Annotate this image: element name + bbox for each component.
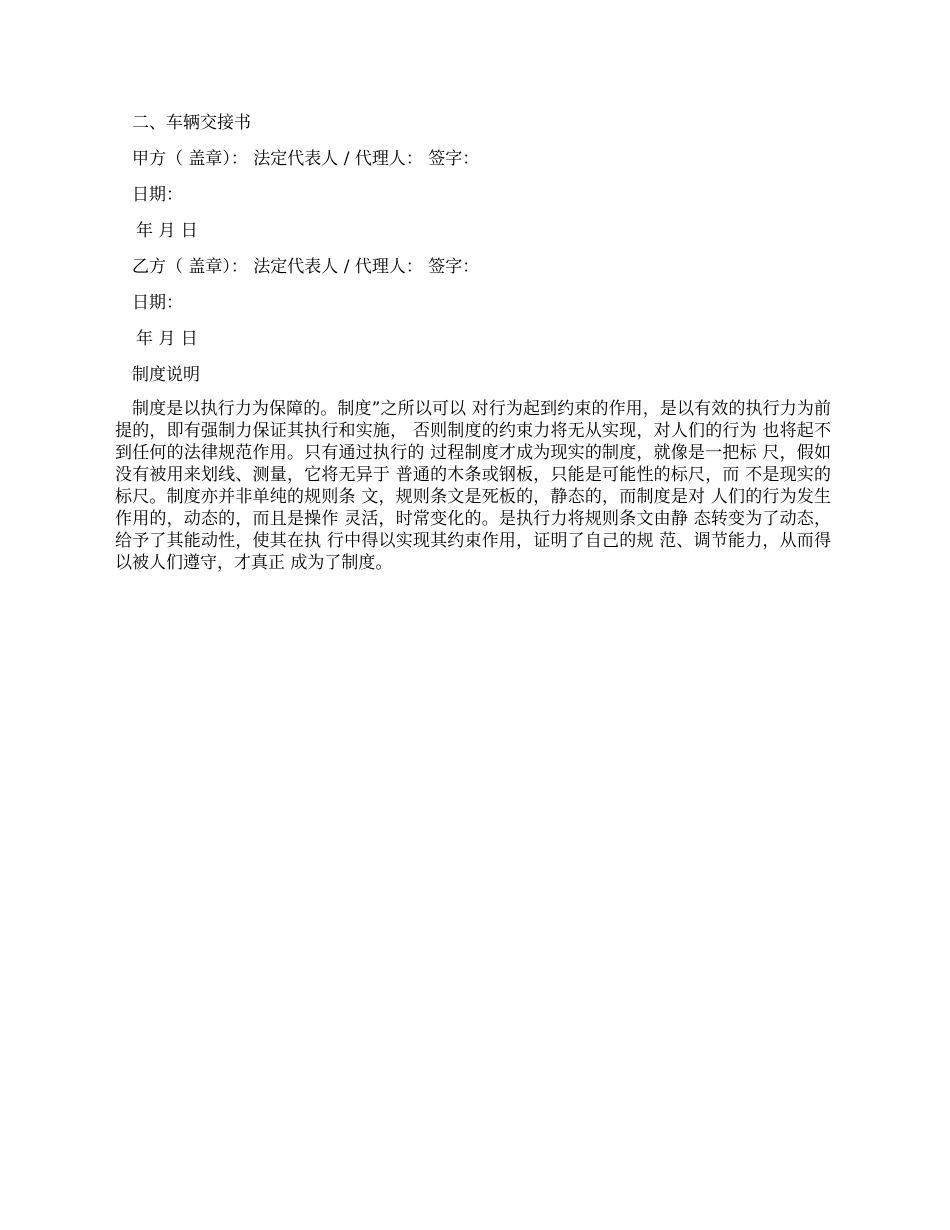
party-b-date-value: 年 月 日: [136, 329, 198, 349]
section-heading: 二、车辆交接书: [132, 113, 251, 133]
party-a-date-value: 年 月 日: [136, 221, 198, 241]
party-b-signature-line: 乙方（ 盖章）： 法定代表人 / 代理人： 签字：: [132, 257, 480, 277]
party-a-date-label: 日期：: [132, 185, 183, 205]
party-a-signature-line: 甲方（ 盖章）： 法定代表人 / 代理人： 签字：: [132, 149, 480, 169]
party-b-date-label: 日期：: [132, 293, 183, 313]
policy-heading: 制度说明: [132, 365, 200, 385]
policy-paragraph: 制度是以执行力为保障的。制度”之所以可以 对行为起到约束的作用，是以有效的执行力为前提的，即有强制力保证其执行和实施， 否则制度的约束力将无从实现，对人们的行为 也将起不到任何的法律规范作用。只有通过执行的 过程制度才成为现实的制度，就像是一把标 尺，假如没有被用来划线、测量，它将无异于 普通的木条或钢板，只能是可能性的标尺，而 不是现实的标尺。制度亦并非单纯的规则条 文，规则条文是死板的，静态的，而制度是对 人们的行为发生作用的，动态的，而且是操作 灵活，时常变化的。是执行力将规则条文由静 态转变为了动态，给予了其能动性，使其在执 行中得以实现其约束作用，证明了自己的规 范、调节能力，从而得以被人们遵守，才真正 成为了制度。: [115, 399, 831, 573]
